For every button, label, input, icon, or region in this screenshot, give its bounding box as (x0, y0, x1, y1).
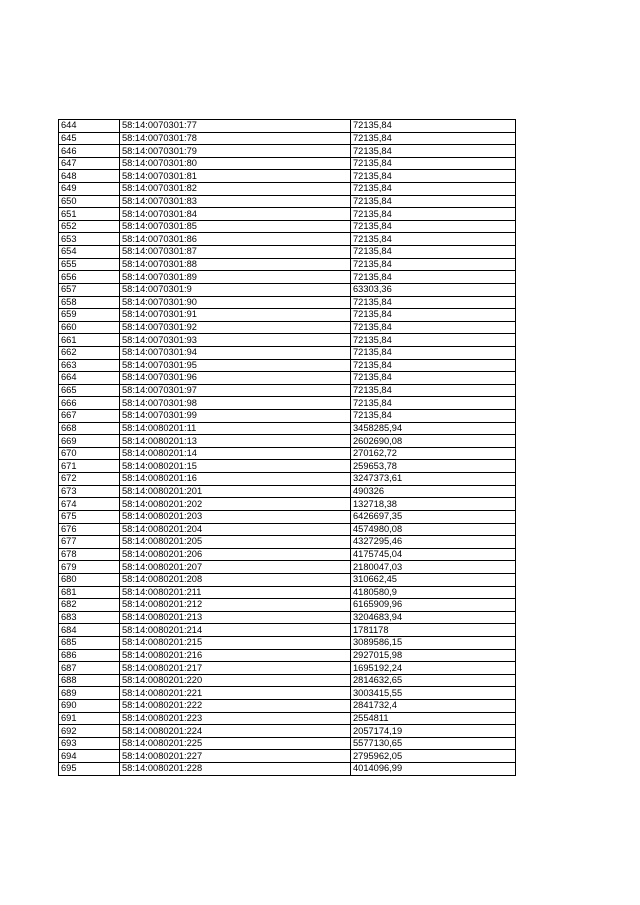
row-number-cell: 666 (59, 397, 120, 410)
value-cell: 4327295,46 (351, 536, 516, 549)
row-number-cell: 645 (59, 132, 120, 145)
row-number-cell: 684 (59, 624, 120, 637)
table-row (59, 750, 516, 763)
table-row (59, 372, 516, 385)
value-cell: 3458285,94 (351, 422, 516, 435)
value-cell: 2602690,08 (351, 435, 516, 448)
value-cell: 1781178 (351, 624, 516, 637)
cadastral-number-cell: 58:14:0070301:79 (120, 145, 351, 158)
row-number-cell: 690 (59, 700, 120, 713)
table-row (59, 725, 516, 738)
table-row (59, 662, 516, 675)
row-number-cell: 655 (59, 258, 120, 271)
cadastral-number-cell: 58:14:0080201:213 (120, 611, 351, 624)
value-cell: 72135,84 (351, 183, 516, 196)
value-cell: 72135,84 (351, 372, 516, 385)
cadastral-number-cell: 58:14:0070301:77 (120, 120, 351, 133)
table-row (59, 498, 516, 511)
cadastral-number-cell: 58:14:0070301:92 (120, 321, 351, 334)
value-cell: 1695192,24 (351, 662, 516, 675)
table-row (59, 624, 516, 637)
table-row (59, 145, 516, 158)
table-row (59, 183, 516, 196)
table-row (59, 359, 516, 372)
value-cell: 2795962,05 (351, 750, 516, 763)
row-number-cell: 654 (59, 246, 120, 259)
value-cell: 2180047,03 (351, 561, 516, 574)
value-cell: 3003415,55 (351, 687, 516, 700)
table-row (59, 384, 516, 397)
row-number-cell: 675 (59, 510, 120, 523)
value-cell: 72135,84 (351, 334, 516, 347)
value-cell: 5577130,65 (351, 737, 516, 750)
table-row (59, 422, 516, 435)
cadastral-number-cell: 58:14:0070301:83 (120, 195, 351, 208)
row-number-cell: 656 (59, 271, 120, 284)
table-row (59, 410, 516, 423)
value-cell: 72135,84 (351, 246, 516, 259)
value-cell: 72135,84 (351, 170, 516, 183)
value-cell: 490326 (351, 485, 516, 498)
row-number-cell: 693 (59, 737, 120, 750)
cadastral-number-cell: 58:14:0080201:203 (120, 510, 351, 523)
value-cell: 6165909,96 (351, 599, 516, 612)
cadastral-number-cell: 58:14:0070301:96 (120, 372, 351, 385)
row-number-cell: 688 (59, 674, 120, 687)
value-cell: 72135,84 (351, 321, 516, 334)
value-cell: 4574980,08 (351, 523, 516, 536)
cadastral-number-cell: 58:14:0080201:215 (120, 636, 351, 649)
row-number-cell: 674 (59, 498, 120, 511)
cadastral-number-cell: 58:14:0070301:87 (120, 246, 351, 259)
table-row (59, 536, 516, 549)
value-cell: 72135,84 (351, 145, 516, 158)
table-row (59, 283, 516, 296)
cadastral-number-cell: 58:14:0070301:98 (120, 397, 351, 410)
row-number-cell: 657 (59, 283, 120, 296)
cadastral-number-cell: 58:14:0080201:16 (120, 473, 351, 486)
value-cell: 72135,84 (351, 309, 516, 322)
cadastral-number-cell: 58:14:0080201:11 (120, 422, 351, 435)
value-cell: 3247373,61 (351, 473, 516, 486)
value-cell: 63303,36 (351, 283, 516, 296)
table-row (59, 636, 516, 649)
table-row (59, 611, 516, 624)
table-row (59, 246, 516, 259)
value-cell: 72135,84 (351, 271, 516, 284)
cadastral-number-cell: 58:14:0070301:94 (120, 346, 351, 359)
value-cell: 4180580,9 (351, 586, 516, 599)
row-number-cell: 659 (59, 309, 120, 322)
row-number-cell: 667 (59, 410, 120, 423)
cadastral-number-cell: 58:14:0080201:222 (120, 700, 351, 713)
value-cell: 72135,84 (351, 296, 516, 309)
cadastral-number-cell: 58:14:0070301:78 (120, 132, 351, 145)
cadastral-number-cell: 58:14:0070301:80 (120, 157, 351, 170)
row-number-cell: 653 (59, 233, 120, 246)
cadastral-number-cell: 58:14:0080201:204 (120, 523, 351, 536)
cadastral-number-cell: 58:14:0080201:202 (120, 498, 351, 511)
table-row (59, 510, 516, 523)
value-cell: 72135,84 (351, 359, 516, 372)
table-row (59, 586, 516, 599)
table-row (59, 321, 516, 334)
value-cell: 72135,84 (351, 132, 516, 145)
cadastral-number-cell: 58:14:0070301:81 (120, 170, 351, 183)
table-row (59, 737, 516, 750)
table-row (59, 233, 516, 246)
cadastral-number-cell: 58:14:0070301:93 (120, 334, 351, 347)
row-number-cell: 685 (59, 636, 120, 649)
table-row (59, 435, 516, 448)
row-number-cell: 686 (59, 649, 120, 662)
cadastral-number-cell: 58:14:0080201:13 (120, 435, 351, 448)
cadastral-number-cell: 58:14:0080201:206 (120, 548, 351, 561)
cadastral-number-cell: 58:14:0070301:95 (120, 359, 351, 372)
table-row (59, 157, 516, 170)
cadastral-number-cell: 58:14:0070301:85 (120, 220, 351, 233)
table-body (59, 120, 516, 776)
row-number-cell: 663 (59, 359, 120, 372)
cadastral-number-cell: 58:14:0080201:214 (120, 624, 351, 637)
table-row (59, 599, 516, 612)
cadastral-number-cell: 58:14:0080201:227 (120, 750, 351, 763)
row-number-cell: 682 (59, 599, 120, 612)
row-number-cell: 680 (59, 573, 120, 586)
row-number-cell: 646 (59, 145, 120, 158)
row-number-cell: 644 (59, 120, 120, 133)
value-cell: 4175745,04 (351, 548, 516, 561)
table-row (59, 258, 516, 271)
row-number-cell: 650 (59, 195, 120, 208)
row-number-cell: 672 (59, 473, 120, 486)
cadastral-number-cell: 58:14:0080201:212 (120, 599, 351, 612)
row-number-cell: 694 (59, 750, 120, 763)
value-cell: 2814632,65 (351, 674, 516, 687)
row-number-cell: 658 (59, 296, 120, 309)
table-row (59, 346, 516, 359)
row-number-cell: 651 (59, 208, 120, 221)
table-row (59, 220, 516, 233)
table-row (59, 674, 516, 687)
value-cell: 72135,84 (351, 397, 516, 410)
row-number-cell: 671 (59, 460, 120, 473)
table-row (59, 763, 516, 776)
cadastral-number-cell: 58:14:0080201:15 (120, 460, 351, 473)
cadastral-number-cell: 58:14:0070301:90 (120, 296, 351, 309)
cadastral-number-cell: 58:14:0080201:221 (120, 687, 351, 700)
value-cell: 3089586,15 (351, 636, 516, 649)
table-row (59, 132, 516, 145)
row-number-cell: 678 (59, 548, 120, 561)
table-row (59, 296, 516, 309)
row-number-cell: 648 (59, 170, 120, 183)
table-row (59, 473, 516, 486)
cadastral-number-cell: 58:14:0080201:201 (120, 485, 351, 498)
table-row (59, 208, 516, 221)
cadastral-value-table (58, 119, 516, 776)
value-cell: 72135,84 (351, 410, 516, 423)
table-row (59, 573, 516, 586)
value-cell: 72135,84 (351, 157, 516, 170)
cadastral-number-cell: 58:14:0080201:223 (120, 712, 351, 725)
cadastral-number-cell: 58:14:0070301:82 (120, 183, 351, 196)
table-row (59, 397, 516, 410)
table-row (59, 649, 516, 662)
value-cell: 2841732,4 (351, 700, 516, 713)
table-row (59, 700, 516, 713)
row-number-cell: 692 (59, 725, 120, 738)
table-row (59, 309, 516, 322)
row-number-cell: 660 (59, 321, 120, 334)
row-number-cell: 670 (59, 447, 120, 460)
cadastral-number-cell: 58:14:0070301:99 (120, 410, 351, 423)
row-number-cell: 687 (59, 662, 120, 675)
table-row (59, 561, 516, 574)
row-number-cell: 649 (59, 183, 120, 196)
value-cell: 270162,72 (351, 447, 516, 460)
row-number-cell: 652 (59, 220, 120, 233)
value-cell: 4014096,99 (351, 763, 516, 776)
table-row (59, 170, 516, 183)
value-cell: 72135,84 (351, 195, 516, 208)
value-cell: 72135,84 (351, 220, 516, 233)
table-row (59, 460, 516, 473)
value-cell: 72135,84 (351, 258, 516, 271)
cadastral-number-cell: 58:14:0080201:224 (120, 725, 351, 738)
cadastral-number-cell: 58:14:0080201:225 (120, 737, 351, 750)
table-row (59, 712, 516, 725)
row-number-cell: 677 (59, 536, 120, 549)
value-cell: 3204683,94 (351, 611, 516, 624)
table-row (59, 120, 516, 133)
cadastral-number-cell: 58:14:0080201:208 (120, 573, 351, 586)
value-cell: 132718,38 (351, 498, 516, 511)
value-cell: 310662,45 (351, 573, 516, 586)
row-number-cell: 673 (59, 485, 120, 498)
table-row (59, 687, 516, 700)
table-row (59, 447, 516, 460)
cadastral-number-cell: 58:14:0080201:220 (120, 674, 351, 687)
cadastral-number-cell: 58:14:0070301:88 (120, 258, 351, 271)
row-number-cell: 676 (59, 523, 120, 536)
row-number-cell: 681 (59, 586, 120, 599)
value-cell: 2554811 (351, 712, 516, 725)
value-cell: 72135,84 (351, 120, 516, 133)
cadastral-number-cell: 58:14:0070301:91 (120, 309, 351, 322)
cadastral-number-cell: 58:14:0080201:217 (120, 662, 351, 675)
value-cell: 2057174,19 (351, 725, 516, 738)
row-number-cell: 689 (59, 687, 120, 700)
value-cell: 72135,84 (351, 208, 516, 221)
value-cell: 72135,84 (351, 346, 516, 359)
row-number-cell: 679 (59, 561, 120, 574)
row-number-cell: 664 (59, 372, 120, 385)
value-cell: 72135,84 (351, 233, 516, 246)
row-number-cell: 691 (59, 712, 120, 725)
row-number-cell: 647 (59, 157, 120, 170)
cadastral-number-cell: 58:14:0080201:216 (120, 649, 351, 662)
row-number-cell: 668 (59, 422, 120, 435)
cadastral-number-cell: 58:14:0080201:211 (120, 586, 351, 599)
table-row (59, 548, 516, 561)
cadastral-number-cell: 58:14:0070301:97 (120, 384, 351, 397)
cadastral-number-cell: 58:14:0070301:86 (120, 233, 351, 246)
row-number-cell: 661 (59, 334, 120, 347)
cadastral-number-cell: 58:14:0070301:9 (120, 283, 351, 296)
row-number-cell: 695 (59, 763, 120, 776)
cadastral-number-cell: 58:14:0070301:89 (120, 271, 351, 284)
value-cell: 72135,84 (351, 384, 516, 397)
cadastral-number-cell: 58:14:0080201:14 (120, 447, 351, 460)
row-number-cell: 669 (59, 435, 120, 448)
cadastral-number-cell: 58:14:0070301:84 (120, 208, 351, 221)
table-row (59, 195, 516, 208)
cadastral-number-cell: 58:14:0080201:207 (120, 561, 351, 574)
value-cell: 6426697,35 (351, 510, 516, 523)
row-number-cell: 683 (59, 611, 120, 624)
value-cell: 259653,78 (351, 460, 516, 473)
table-row (59, 523, 516, 536)
cadastral-number-cell: 58:14:0080201:205 (120, 536, 351, 549)
row-number-cell: 665 (59, 384, 120, 397)
value-cell: 2927015,98 (351, 649, 516, 662)
table-row (59, 334, 516, 347)
row-number-cell: 662 (59, 346, 120, 359)
table-row (59, 271, 516, 284)
table-row (59, 485, 516, 498)
cadastral-number-cell: 58:14:0080201:228 (120, 763, 351, 776)
